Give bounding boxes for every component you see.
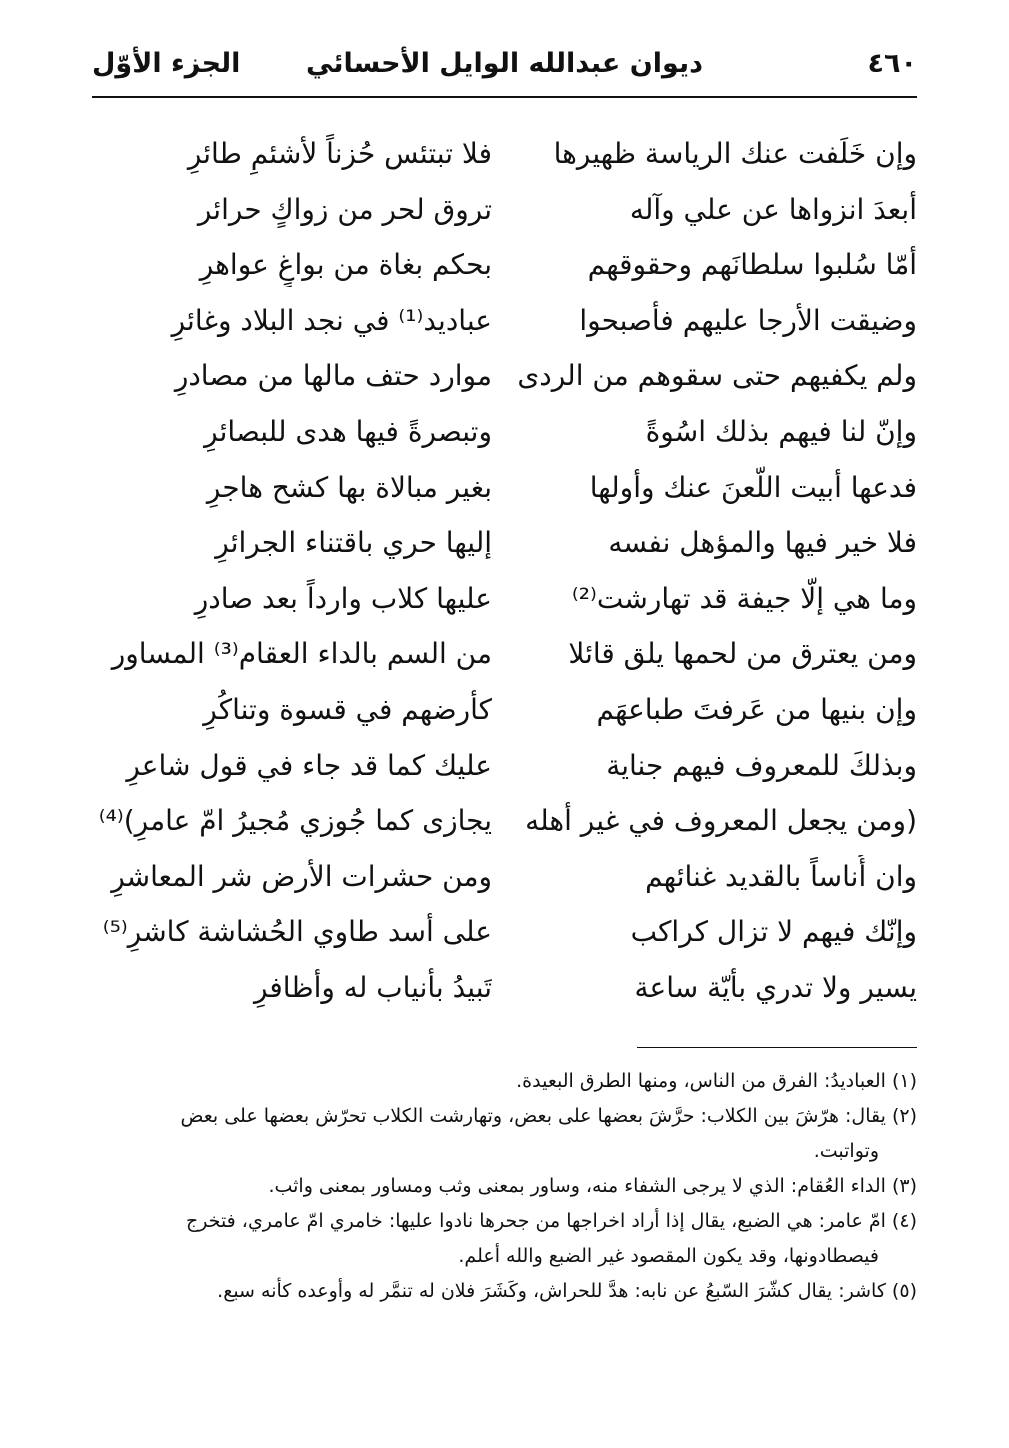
footnote-continuation: فيصطادونها، وقد يكون المقصود غير الضبع والله أعلم. [458, 1245, 879, 1267]
first-hemistich: يسير ولا تدري بأيّة ساعة [634, 970, 917, 1004]
verse-line [92, 849, 917, 905]
verse-line [92, 793, 917, 849]
verse-line [92, 348, 917, 404]
footnote [92, 1204, 917, 1274]
page-header [92, 40, 917, 98]
verse-line [92, 682, 917, 738]
footnote-text: (٥) كاشر: يقال كشّرَ السّبعُ عن نابه: هدَّ للحراش، وكَشَرَ فلان له تنمَّر له وأوعده كأنه سبع. [217, 1280, 917, 1302]
first-hemistich: وإن خَلَفت عنك الرياسة ظهيرها [553, 137, 917, 170]
second-hemistich: كأرضهم في قسوة وتناكُرِ [203, 692, 492, 726]
second-hemistich: ومن حشرات الأرض شر المعاشرِ [111, 859, 492, 893]
second-hemistich: إليها حري باقتناء الجرائرِ [215, 526, 492, 560]
verse-line [92, 182, 917, 238]
second-hemistich: بغير مبالاة بها كشح هاجرِ [206, 470, 492, 504]
first-hemistich: أمّا سُلبوا سلطانَهم وحقوقهم [587, 248, 917, 282]
first-hemistich: أبعدَ انزواها عن علي وآله [629, 192, 917, 226]
first-hemistich: ولم يكفيهم حتى سقوهم من الردى [517, 359, 917, 393]
second-hemistich: بحكم بغاة من بواغٍ عواهرِ [199, 248, 492, 282]
second-hemistich: عباديد⁽¹⁾ في نجد البلاد وغائرِ [171, 303, 492, 337]
second-hemistich: عليها كلاب وارداً بعد صادرِ [194, 581, 492, 615]
verse-line [92, 237, 917, 293]
footnote [92, 1274, 917, 1309]
verse-line [92, 738, 917, 794]
verse-line [92, 960, 917, 1016]
first-hemistich: وإنّك فيهم لا تزال كراكب [630, 915, 917, 949]
footnote-text: (٤) امّ عامر: هي الضبع، يقال إذا أراد اخراجها من جحرها نادوا عليها: خامري امّ عامري، فتخرج [185, 1210, 917, 1232]
verse-line [92, 404, 917, 460]
second-hemistich: موارد حتف مالها من مصادرِ [174, 359, 492, 393]
verse-line [92, 904, 917, 960]
first-hemistich: (ومن يجعل المعروف في غير أهله [525, 804, 917, 838]
verse-line [92, 626, 917, 682]
first-hemistich: وإنّ لنا فيهم بذلك اسُوةً [645, 414, 917, 448]
footnote [92, 1169, 917, 1204]
second-hemistich: عليك كما قد جاء في قول شاعرِ [126, 748, 492, 782]
first-hemistich: ومن يعترق من لحمها يلق قائلا [568, 637, 917, 671]
second-hemistich: من السم بالداء العقام⁽³⁾ المساور [111, 637, 492, 671]
first-hemistich: فلا خير فيها والمؤهل نفسه [608, 526, 917, 560]
part-label: الجزء الأوّل [92, 48, 241, 79]
verse-line [92, 460, 917, 516]
first-hemistich: وما هي إلّا جيفة قد تهارشت⁽²⁾ [571, 581, 917, 615]
first-hemistich: فدعها أبيت اللّعنَ عنك وأولها [589, 470, 917, 504]
footnote [92, 1064, 917, 1099]
footnote-text: (٣) الداء العُقام: الذي لا يرجى الشفاء منه، وساور بمعنى وثب ومساور بمعنى واثب. [268, 1175, 917, 1197]
poem-body [92, 126, 917, 1016]
second-hemistich: على أسد طاوي الحُشاشة كاشرِ⁽⁵⁾ [102, 915, 492, 949]
footnote-continuation: وتواتبت. [813, 1140, 879, 1162]
first-hemistich: وضيقت الأرجا عليهم فأصبحوا [579, 303, 917, 337]
verse-line [92, 515, 917, 571]
footnote-text: (١) العباديدُ: الفرق من الناس، ومنها الطرق البعيدة. [516, 1070, 917, 1092]
verse-line [92, 293, 917, 349]
first-hemistich: وبذلكَ للمعروف فيهم جناية [606, 748, 917, 782]
second-hemistich: تروق لحر من زواكٍ حرائر [197, 192, 492, 226]
verse-line [92, 571, 917, 627]
footnotes [92, 1064, 917, 1309]
footnote-divider [637, 1047, 917, 1048]
page-number: ٤٦٠ [867, 48, 917, 79]
running-title: ديوان عبدالله الوايل الأحسائي [306, 48, 703, 79]
second-hemistich: يجازى كما جُوزي مُجيرُ امّ عامرِ)⁽⁴⁾ [98, 804, 492, 838]
footnote-text: (٢) يقال: هرّشَ بين الكلاب: حرَّشَ بعضها على بعض، وتهارشت الكلاب تحرّش بعضها على بعض [180, 1105, 917, 1127]
second-hemistich: تَبيدُ بأنياب له وأظافرِ [253, 970, 492, 1004]
first-hemistich: وان أُناساً بالقديد غنائهم [645, 859, 917, 893]
first-hemistich: وإن بنيها من عَرفتَ طباعهَم [596, 692, 917, 726]
verse-line [92, 126, 917, 182]
second-hemistich: وتبصرةً فيها هدى للبصائرِ [204, 414, 492, 448]
footnote [92, 1099, 917, 1169]
second-hemistich: فلا تبتئس حُزناً لأشئمِ طائرِ [187, 137, 492, 170]
